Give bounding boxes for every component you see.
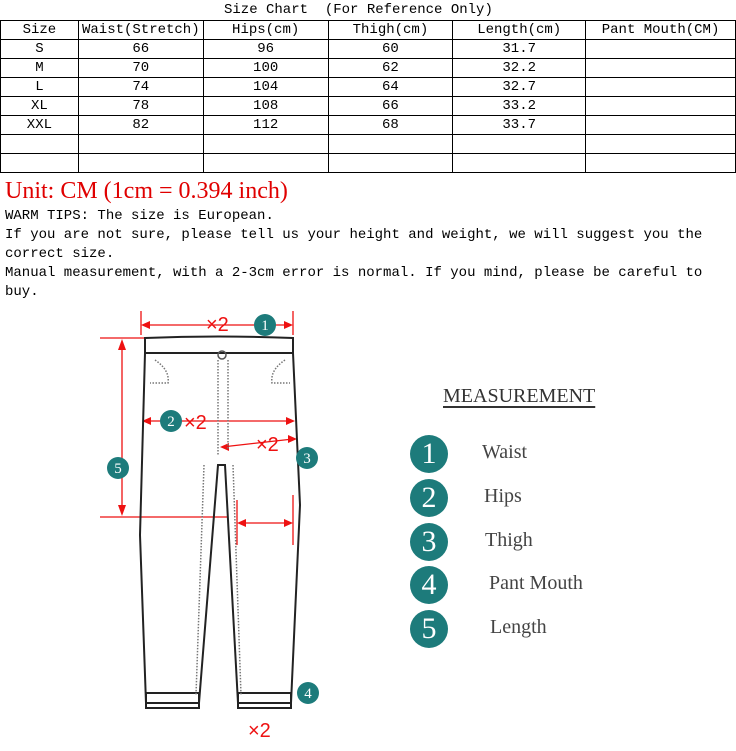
cell-empty [586, 135, 736, 154]
cell-empty [586, 154, 736, 173]
cell-thigh: 62 [328, 59, 453, 78]
legend-item-hips [410, 479, 640, 519]
cell-waist: 74 [78, 78, 203, 97]
pants-outline-icon [100, 305, 330, 747]
marker-1: 1 [261, 318, 269, 334]
cell-length: 33.2 [453, 97, 586, 116]
cell-length: 31.7 [453, 40, 586, 59]
cell-thigh: 60 [328, 40, 453, 59]
cell-hips: 96 [203, 40, 328, 59]
cell-hips: 100 [203, 59, 328, 78]
cell-empty [1, 135, 79, 154]
cell-empty [1, 154, 79, 173]
cell-waist: 70 [78, 59, 203, 78]
header-length: Length(cm) [453, 21, 586, 40]
cell-waist: 78 [78, 97, 203, 116]
marker-3: 3 [303, 451, 311, 467]
number-1-badge-icon: 1 [410, 435, 448, 473]
table-row [1, 97, 736, 116]
cell-empty [203, 135, 328, 154]
header-hips: Hips(cm) [203, 21, 328, 40]
table-row [1, 59, 736, 78]
cell-size: M [1, 59, 79, 78]
header-pant-mouth: Pant Mouth(CM) [586, 21, 736, 40]
cell-empty [328, 154, 453, 173]
tip-measurement-error: Manual measurement, with a 2-3cm error is normal. If you mind, please be careful to buy. [5, 265, 703, 300]
legend-label: Thigh [485, 529, 533, 551]
cell-empty [328, 135, 453, 154]
size-chart-title: Size Chart (For Reference Only) [224, 2, 493, 18]
cell-length: 32.2 [453, 59, 586, 78]
header-thigh: Thigh(cm) [328, 21, 453, 40]
table-row-empty [1, 154, 736, 173]
cell-pant-mouth [586, 59, 736, 78]
table-header-row [1, 21, 736, 40]
legend-label: Pant Mouth [489, 572, 583, 594]
header-waist: Waist(Stretch) [78, 21, 203, 40]
cell-thigh: 64 [328, 78, 453, 97]
cell-hips: 108 [203, 97, 328, 116]
legend-label: Length [490, 616, 547, 638]
cell-pant-mouth [586, 97, 736, 116]
table-row-empty [1, 135, 736, 154]
cell-empty [78, 135, 203, 154]
legend-label: Waist [482, 441, 528, 463]
marker-5: 5 [114, 461, 122, 477]
tip-suggest-size: If you are not sure, please tell us your height and weight, we will suggest you the correct size. [5, 227, 703, 262]
cell-length: 32.7 [453, 78, 586, 97]
cell-thigh: 68 [328, 116, 453, 135]
unit-note: Unit: CM (1cm = 0.394 inch) [5, 178, 288, 204]
cell-pant-mouth [586, 116, 736, 135]
mouth-multiplier-label: ×2 [248, 720, 271, 742]
hips-multiplier-label: ×2 [184, 412, 207, 434]
marker-4: 4 [304, 686, 312, 702]
cell-thigh: 66 [328, 97, 453, 116]
size-chart-title-row [0, 0, 736, 20]
legend-item-waist [410, 435, 640, 475]
legend-item-pant-mouth [410, 566, 640, 606]
cell-length: 33.7 [453, 116, 586, 135]
thigh-multiplier-label: ×2 [256, 434, 279, 456]
number-3-badge-icon: 3 [410, 523, 448, 561]
cell-empty [453, 154, 586, 173]
cell-pant-mouth [586, 78, 736, 97]
cell-empty [203, 154, 328, 173]
cell-size: L [1, 78, 79, 97]
number-2-badge-icon: 2 [410, 479, 448, 517]
cell-empty [453, 135, 586, 154]
cell-pant-mouth [586, 40, 736, 59]
cell-size: XL [1, 97, 79, 116]
legend-item-length [410, 610, 640, 650]
waist-multiplier-label: ×2 [206, 314, 229, 336]
cell-waist: 82 [78, 116, 203, 135]
table-row [1, 116, 736, 135]
cell-hips: 112 [203, 116, 328, 135]
cell-waist: 66 [78, 40, 203, 59]
marker-2: 2 [167, 414, 175, 430]
legend-label: Hips [484, 485, 522, 507]
legend-item-thigh [410, 523, 640, 563]
number-4-badge-icon: 4 [410, 566, 448, 604]
size-chart-table [0, 20, 736, 173]
cell-size: XXL [1, 116, 79, 135]
measurement-legend-title: MEASUREMENT [443, 385, 596, 407]
tips-block [5, 207, 735, 302]
table-row [1, 40, 736, 59]
pants-diagram [100, 305, 330, 747]
cell-size: S [1, 40, 79, 59]
cell-hips: 104 [203, 78, 328, 97]
table-row [1, 78, 736, 97]
tip-warm: WARM TIPS: The size is European. [5, 208, 274, 224]
cell-empty [78, 154, 203, 173]
header-size: Size [1, 21, 79, 40]
number-5-badge-icon: 5 [410, 610, 448, 648]
